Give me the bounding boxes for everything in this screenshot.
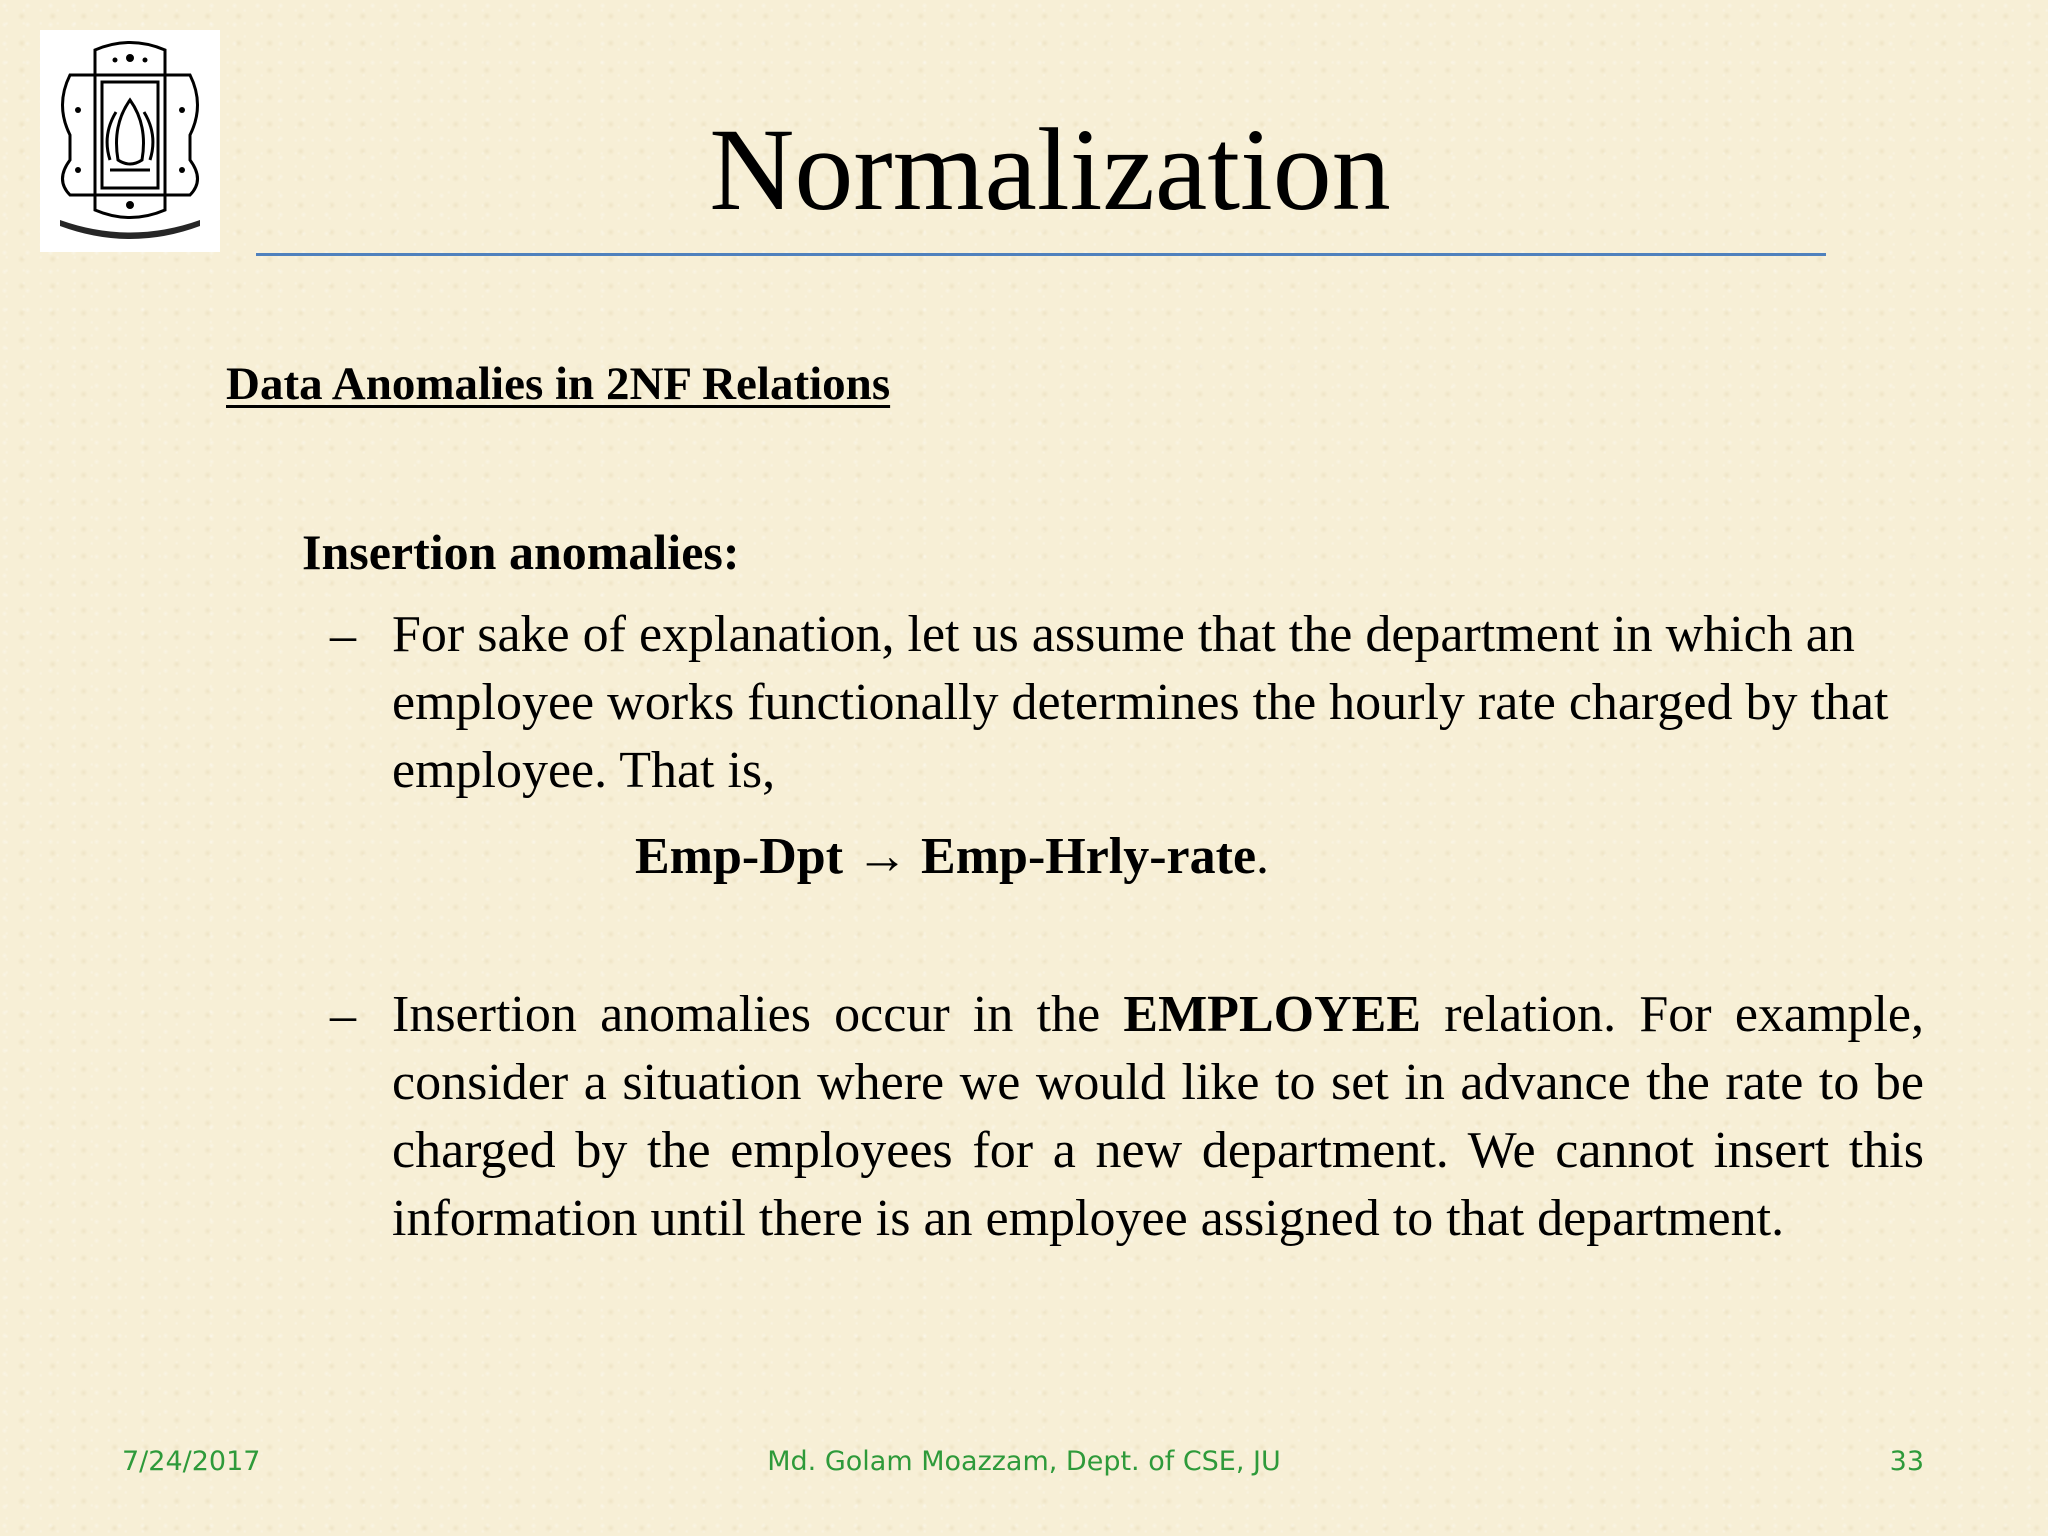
slide-title: Normalization — [709, 104, 1391, 235]
university-emblem-icon — [40, 30, 220, 252]
fd-dependent: Emp-Hrly-rate — [921, 828, 1257, 885]
fd-arrow: → — [856, 828, 909, 885]
bullet-text-part: Insertion anomalies occur in the — [392, 986, 1124, 1043]
bullet-text — [392, 981, 1924, 1253]
fd-determinant: Emp-Dpt — [635, 828, 844, 885]
footer-author: Md. Golam Moazzam, Dept. of CSE, JU — [767, 1446, 1281, 1477]
functional-dependency — [635, 823, 1269, 891]
bullet-text-part: relation. For example, consider a situation where we would like to set in advance the rate to be charged by the employees for a new department. We cannot insert this information until there is an employee assigned to that department. — [392, 986, 1924, 1247]
bullet-dash: – — [330, 607, 356, 664]
relation-name: EMPLOYEE — [1123, 986, 1421, 1043]
university-logo — [40, 30, 220, 252]
footer-date: 7/24/2017 — [122, 1446, 261, 1477]
title-divider — [256, 253, 1826, 256]
bullet-text: For sake of explanation, let us assume that the department in which an employee works functionally determines the hourly rate charged by that employee. That is, — [392, 606, 1889, 799]
section-heading: Data Anomalies in 2NF Relations — [226, 358, 891, 410]
fd-terminator: . — [1256, 828, 1270, 885]
bullet-dash: – — [330, 987, 356, 1044]
sub-heading: Insertion anomalies: — [302, 524, 740, 580]
page-number: 33 — [1889, 1446, 1924, 1477]
